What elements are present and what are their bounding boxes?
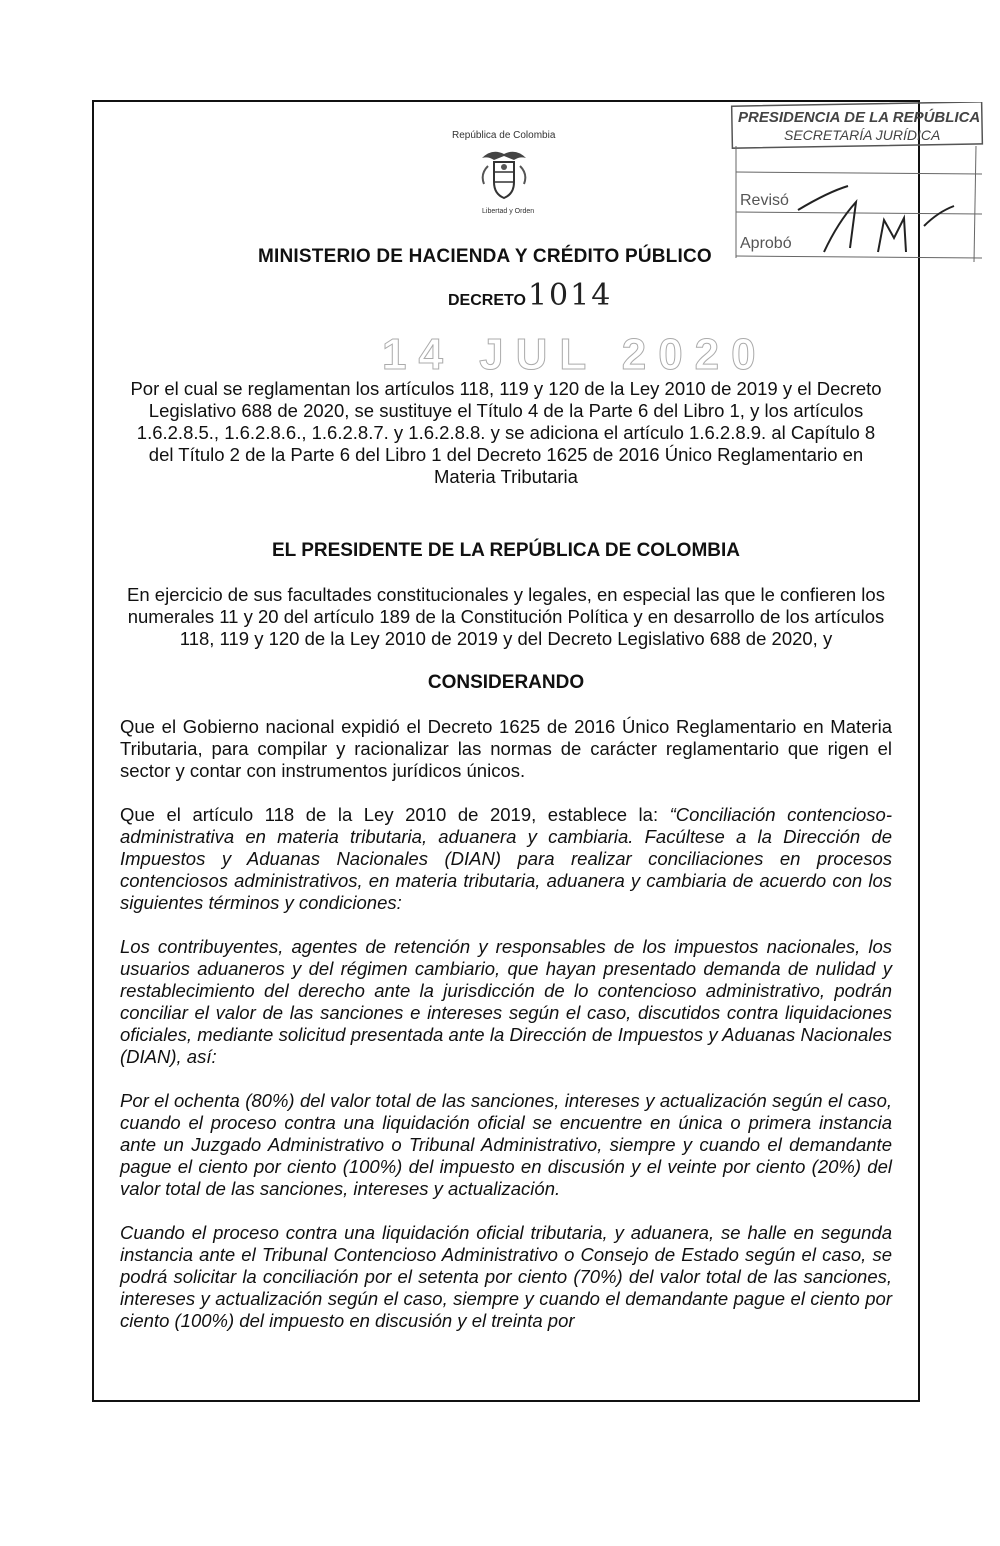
decree-heading: [448, 278, 612, 313]
president-heading: EL PRESIDENTE DE LA REPÚBLICA DE COLOMBIA: [272, 540, 740, 561]
quoted-paragraph-3: Los contribuyentes, agentes de retención y responsables de los impuestos nacionales, los usuarios aduaneros y del régimen cambiario, que hayan presentado demanda de nulidad y restablecimiento del derecho ante la jurisdicción de lo contencioso administrativo, podrán conciliar el valor de las sanciones e intereses según el caso, discutidos contra liquidaciones oficiales, mediante solicitud presentada ante la Dirección de Impuestos y Aduanas Nacionales (DIAN), así:: [120, 936, 892, 1067]
signature-mark: [798, 186, 954, 252]
stamp-line-1: PRESIDENCIA DE LA REPÚBLICA: [738, 109, 981, 126]
quoted-paragraph-5: Cuando el proceso contra una liquidación oficial tributaria, y aduanera, se halle en segunda instancia ante el Tribunal Contencioso Administrativo o Consejo de Estado según el caso, se podrá solicitar la conciliación por el setenta por ciento (70%) del valor total de las sanciones, intereses y actualización según el caso, siempre y cuando el demandante pague el ciento por ciento (100%) del impuesto en discusión y el treinta por: [120, 1222, 892, 1331]
decree-label: DECRETO: [448, 292, 526, 309]
powers-paragraph: En ejercicio de sus facultades constitucionales y legales, en especial las que le confieren los numerales 11 y 20 del artículo 189 de la Constitución Política y en desarrollo de los artículos 118, 119 y 120 de la Ley 2010 de 2019 y del Decreto Legislativo 688 de 2020, y: [127, 584, 885, 649]
republica-label: República de Colombia: [452, 130, 556, 141]
stamp-line-2: SECRETARÍA JURÍDICA: [784, 127, 941, 143]
decree-subject: Por el cual se reglamentan los artículos 118, 119 y 120 de la Ley 2010 de 2019 y el Decreto Legislativo 688 de 2020, se sustituye el Título 4 de la Parte 6 del Libro 1, y los artículos 1.6.2.8.5., 1.6.2.8.6., 1.6.2.8.7. y 1.6.2.8.8. y se adiciona el artículo 1.6.2.8.9. al Capítulo 8 del Título 2 de la Parte 6 del Libro 1 del Decreto 1625 de 2016 Único Reglamentario en Materia Tributaria: [130, 378, 882, 487]
stamp-aprobo: Aprobó: [740, 235, 792, 252]
quoted-paragraph-4: Por el ochenta (80%) del valor total de las sanciones, intereses y actualización según el caso, cuando el proceso contra una liquidación oficial se encuentre en única o primera instancia ante un Juzgado Administrativo o Tribunal Administrativo, siempre y cuando el demandante pague el ciento por ciento (100%) del impuesto en discusión y el veinte por ciento (20%) del valor total de las sanciones, intereses y actualización.: [120, 1090, 892, 1199]
motto-label: Libertad y Orden: [482, 208, 535, 215]
considerando-paragraph-1: Que el Gobierno nacional expidió el Decreto 1625 de 2016 Único Reglamentario en Materia Tributaria, para compilar y racionalizar las normas de carácter reglamentario que rigen el sector y contar con instrumentos jurídicos únicos.: [120, 716, 892, 781]
ministry-title: MINISTERIO DE HACIENDA Y CRÉDITO PÚBLICO: [258, 246, 712, 267]
para2-intro: Que el artículo 118 de la Ley 2010 de 2019, establece la:: [120, 804, 670, 825]
para2-quote: “Conciliación contencioso-administrativa en materia tributaria, aduanera y cambiaria. Facúltese a la Dirección de Impuestos y Aduanas Nacionales (DIAN) para realizar conciliaciones en procesos contenciosos administrativos, en materia tributaria, aduanera y cambiaria de acuerdo con los siguientes términos y condiciones:: [120, 804, 892, 913]
date-stamp: 14 JUL 2020: [382, 330, 768, 379]
coat-of-arms-icon: [474, 144, 534, 204]
review-stamp: [728, 102, 988, 282]
considerando-heading: CONSIDERANDO: [427, 672, 585, 693]
considerando-paragraph-2: [120, 804, 892, 914]
document-body: [120, 378, 892, 1332]
stamp-reviso: Revisó: [740, 192, 789, 209]
decree-number: 1014: [527, 278, 613, 313]
